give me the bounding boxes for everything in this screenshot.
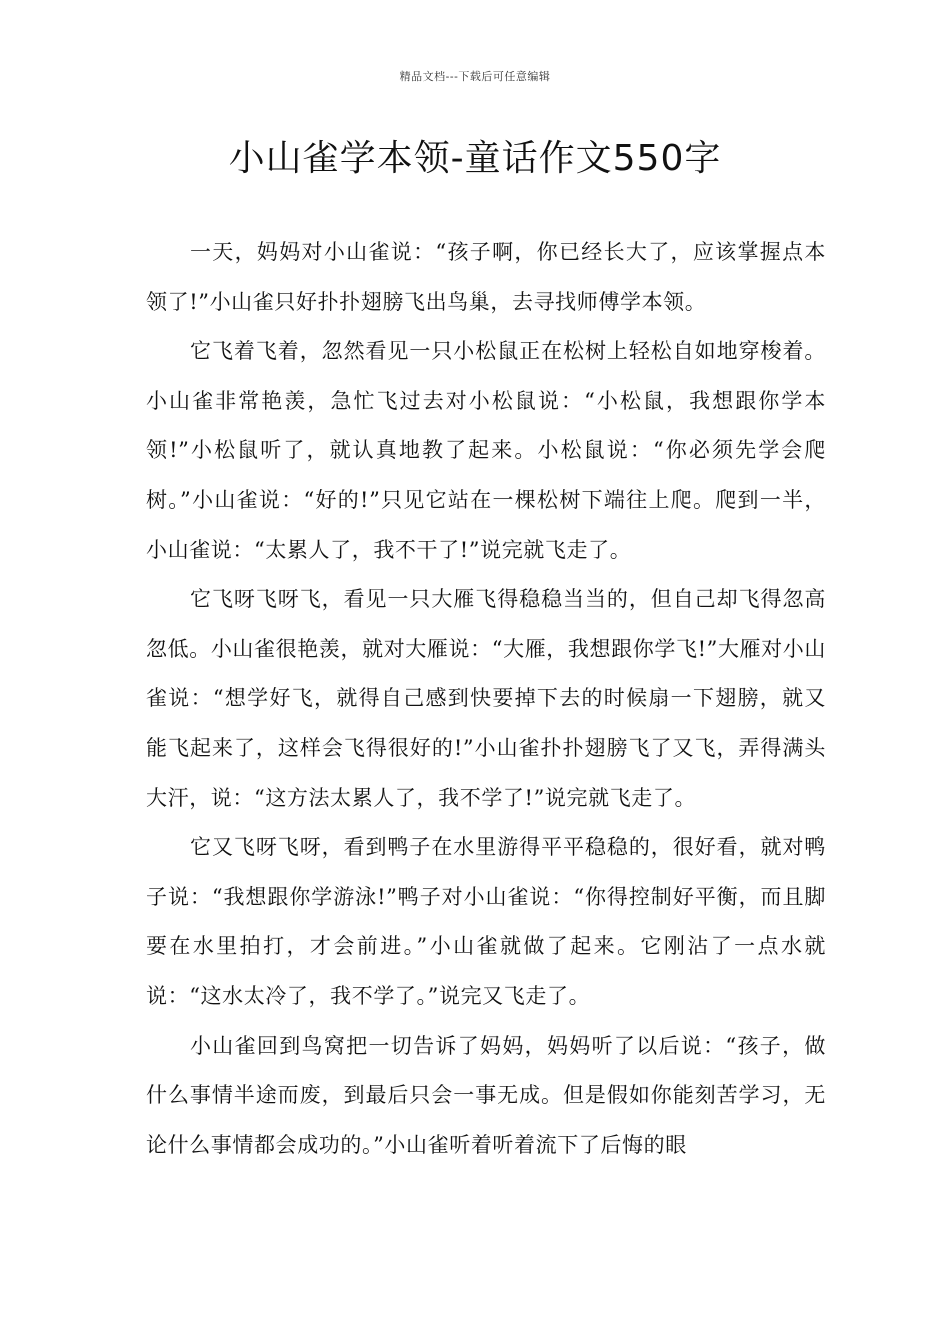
paragraph-1: 一天，妈妈对小山雀说：“孩子啊，你已经长大了，应该掌握点本领了!”小山雀只好扑扑翅膀飞出鸟巢，去寻找师傅学本领。 (146, 240, 826, 314)
document-title: 小山雀学本领-童话作文550字 (228, 138, 722, 179)
document-body (146, 228, 826, 1170)
paragraph-5: 小山雀回到鸟窝把一切告诉了妈妈，妈妈听了以后说：“孩子，做什么事情半途而废，到最后只会一事无成。但是假如你能刻苦学习，无论什么事情都会成功的。”小山雀听着听着流下了后悔的眼 (146, 1033, 826, 1157)
paragraph-2: 它飞着飞着，忽然看见一只小松鼠正在松树上轻松自如地穿梭着。小山雀非常艳羡，急忙飞过去对小松鼠说：“小松鼠，我想跟你学本领!”小松鼠听了，就认真地教了起来。小松鼠说：“你必须先学会爬树。”小山雀说：“好的!”只见它站在一棵松树下端往上爬。爬到一半，小山雀说：“太累人了，我不干了!”说完就飞走了。 (146, 339, 826, 562)
header-note: 精品文档---下载后可任意编辑 (399, 70, 551, 83)
paragraph-3: 它飞呀飞呀飞，看见一只大雁飞得稳稳当当的，但自己却飞得忽高忽低。小山雀很艳羡，就对大雁说：“大雁，我想跟你学飞!”大雁对小山雀说：“想学好飞，就得自己感到快要掉下去的时候扇一下翅膀，就又能飞起来了，这样会飞得很好的!”小山雀扑扑翅膀飞了又飞，弄得满头大汗，说：“这方法太累人了，我不学了!”说完就飞走了。 (146, 587, 826, 810)
paragraph-4: 它又飞呀飞呀，看到鸭子在水里游得平平稳稳的，很好看，就对鸭子说：“我想跟你学游泳!”鸭子对小山雀说：“你得控制好平衡，而且脚要在水里拍打，才会前进。”小山雀就做了起来。它刚沾了一点水就说：“这水太冷了，我不学了。”说完又飞走了。 (146, 835, 826, 1008)
